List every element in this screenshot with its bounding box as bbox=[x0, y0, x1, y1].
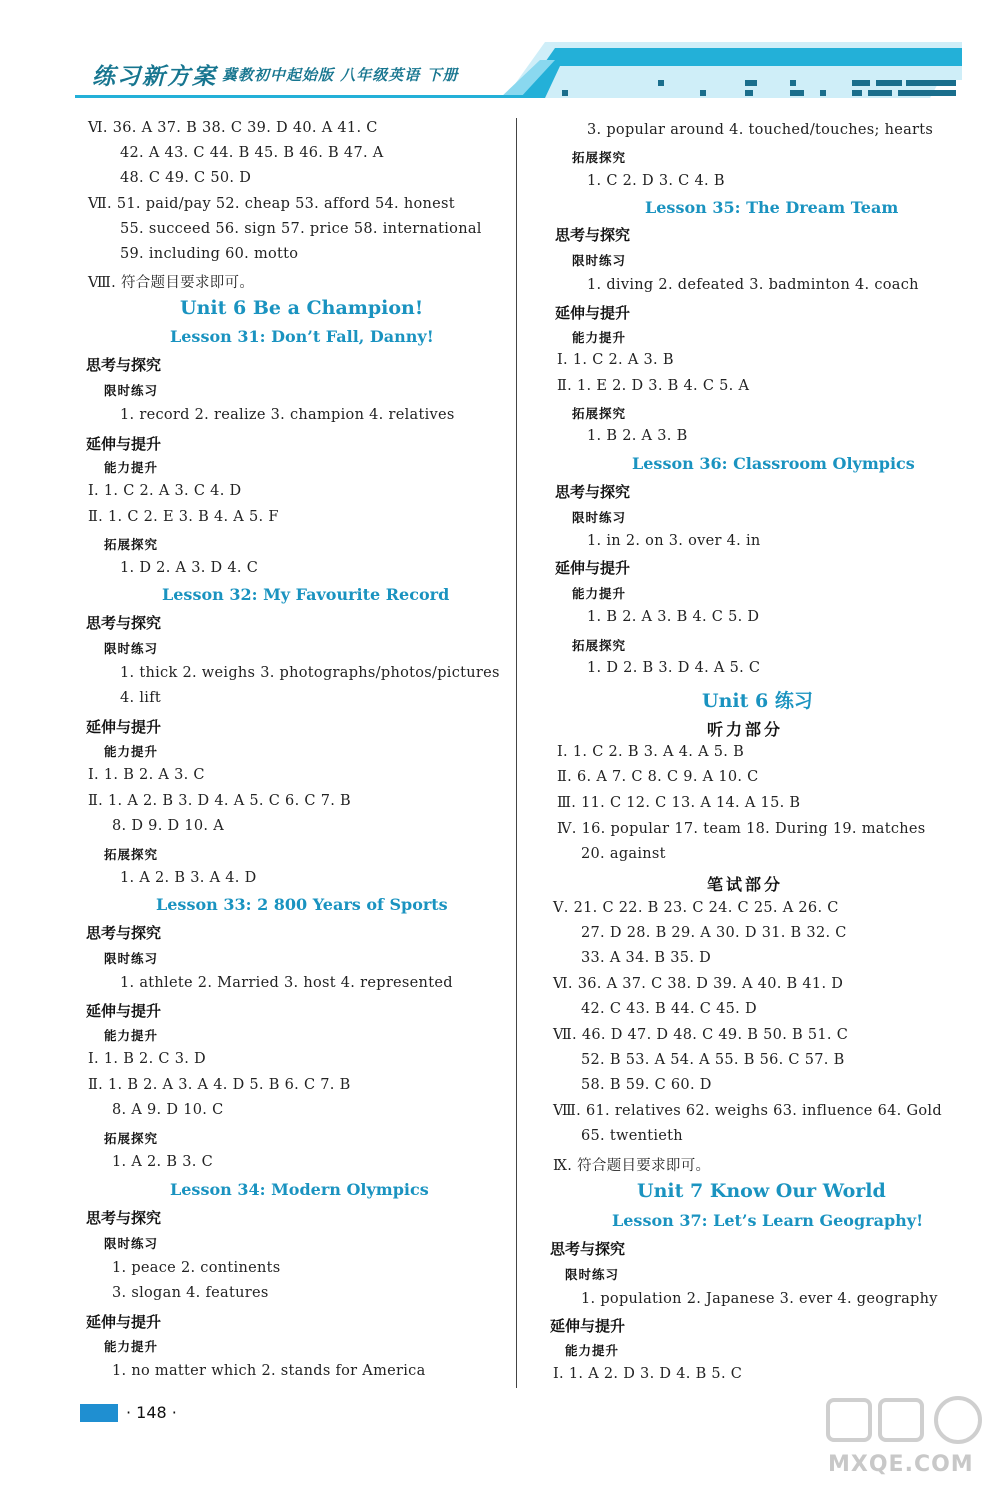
answer-row: Ⅲ. 11. C 12. C 13. A 14. A 15. B bbox=[557, 795, 801, 811]
answer-row: Ⅶ. 51. paid/pay 52. cheap 53. afford 54. honest bbox=[88, 196, 455, 212]
answer-row: 1. record 2. realize 3. champion 4. relatives bbox=[120, 407, 455, 423]
answer-row: 55. succeed 56. sign 57. price 58. international bbox=[120, 221, 482, 237]
answer-row: Ⅳ. 16. popular 17. team 18. During 19. matches bbox=[557, 821, 926, 837]
subsection-heading: 能力提升 bbox=[572, 586, 627, 601]
answer-row: 1. athlete 2. Married 3. host 4. represented bbox=[120, 975, 453, 991]
answer-row: 1. in 2. on 3. over 4. in bbox=[587, 533, 761, 549]
section-heading: 延伸与提升 bbox=[86, 435, 162, 453]
section-heading: 延伸与提升 bbox=[555, 304, 631, 322]
section-heading: 延伸与提升 bbox=[555, 559, 631, 577]
section-heading: 思考与探究 bbox=[555, 483, 631, 501]
section-heading: 延伸与提升 bbox=[86, 718, 162, 736]
lesson-heading: Lesson 36: Classroom Olympics bbox=[632, 454, 915, 473]
subsection-heading: 限时练习 bbox=[104, 951, 159, 966]
header-underline bbox=[75, 95, 535, 98]
subsection-heading: 限时练习 bbox=[572, 510, 627, 525]
subsection-heading: 能力提升 bbox=[104, 744, 159, 759]
section-heading: 思考与探究 bbox=[86, 356, 162, 374]
answer-row: 1. D 2. A 3. D 4. C bbox=[120, 560, 259, 576]
answer-row: Ⅶ. 46. D 47. D 48. C 49. B 50. B 51. C bbox=[553, 1027, 849, 1043]
subsection-heading: 拓展探究 bbox=[572, 406, 627, 421]
answer-row: Ⅱ. 1. E 2. D 3. B 4. C 5. A bbox=[557, 378, 750, 394]
page-number: · 148 · bbox=[126, 1403, 177, 1422]
unit-heading: Unit 6 Be a Champion! bbox=[180, 297, 424, 319]
answer-row: 1. C 2. D 3. C 4. B bbox=[587, 173, 725, 189]
page-header bbox=[0, 0, 1000, 110]
answer-row: Ⅸ. 符合题目要求即可。 bbox=[553, 1158, 711, 1174]
answer-row: 20. against bbox=[581, 846, 666, 862]
part-heading: 笔试部分 bbox=[707, 875, 784, 894]
subsection-heading: 限时练习 bbox=[104, 383, 159, 398]
subsection-heading: 限时练习 bbox=[104, 641, 159, 656]
part-heading: 听力部分 bbox=[707, 720, 784, 739]
page-number-bar bbox=[80, 1404, 118, 1422]
subsection-heading: 拓展探究 bbox=[104, 847, 159, 862]
lesson-heading: Lesson 35: The Dream Team bbox=[645, 198, 899, 217]
answer-row: 42. C 43. B 44. C 45. D bbox=[581, 1001, 757, 1017]
header-band-graphic bbox=[0, 0, 1000, 110]
answer-row: 65. twentieth bbox=[581, 1128, 683, 1144]
section-heading: 延伸与提升 bbox=[86, 1002, 162, 1020]
answer-row: 33. A 34. B 35. D bbox=[581, 950, 712, 966]
book-title: 练习新方案 bbox=[92, 64, 217, 90]
subsection-heading: 拓展探究 bbox=[572, 638, 627, 653]
answer-row: Ⅰ. 1. C 2. A 3. B bbox=[557, 352, 674, 368]
answer-row: Ⅴ. 21. C 22. B 23. C 24. C 25. A 26. C bbox=[553, 900, 839, 916]
subsection-heading: 限时练习 bbox=[565, 1267, 620, 1282]
answer-row: 1. diving 2. defeated 3. badminton 4. coach bbox=[587, 277, 919, 293]
answer-row: 8. D 9. D 10. A bbox=[112, 818, 224, 834]
subsection-heading: 能力提升 bbox=[572, 330, 627, 345]
answer-row: Ⅰ. 1. B 2. C 3. D bbox=[88, 1051, 206, 1067]
answer-row: 27. D 28. B 29. A 30. D 31. B 32. C bbox=[581, 925, 847, 941]
subsection-heading: 拓展探究 bbox=[104, 537, 159, 552]
answer-row: Ⅷ. 61. relatives 62. weighs 63. influence 64. Gold bbox=[553, 1103, 942, 1119]
answer-row: 1. population 2. Japanese 3. ever 4. geography bbox=[581, 1291, 938, 1307]
answer-row: 1. B 2. A 3. B bbox=[587, 428, 688, 444]
section-heading: 思考与探究 bbox=[86, 924, 162, 942]
unit-heading: Unit 7 Know Our World bbox=[637, 1180, 886, 1202]
answer-row: Ⅰ. 1. C 2. B 3. A 4. A 5. B bbox=[557, 744, 745, 760]
answer-row: 52. B 53. A 54. A 55. B 56. C 57. B bbox=[581, 1052, 845, 1068]
watermark-text: MXQE.COM bbox=[828, 1452, 974, 1477]
answer-row: 8. A 9. D 10. C bbox=[112, 1102, 224, 1118]
section-heading: 延伸与提升 bbox=[550, 1317, 626, 1335]
answer-row: 59. including 60. motto bbox=[120, 246, 299, 262]
answer-row: Ⅱ. 1. A 2. B 3. D 4. A 5. C 6. C 7. B bbox=[88, 793, 352, 809]
unit-heading: Unit 6 练习 bbox=[702, 690, 813, 712]
lesson-heading: Lesson 31: Don’t Fall, Danny! bbox=[170, 327, 434, 346]
section-heading: 思考与探究 bbox=[550, 1240, 626, 1258]
column-divider bbox=[516, 118, 517, 1388]
section-heading: 思考与探究 bbox=[86, 614, 162, 632]
answer-row: Ⅷ. 符合题目要求即可。 bbox=[88, 275, 255, 291]
subsection-heading: 能力提升 bbox=[565, 1343, 620, 1358]
answer-row: 1. A 2. B 3. C bbox=[112, 1154, 213, 1170]
lesson-heading: Lesson 32: My Favourite Record bbox=[162, 585, 450, 604]
answer-row: Ⅰ. 1. A 2. D 3. D 4. B 5. C bbox=[553, 1366, 743, 1382]
subsection-heading: 能力提升 bbox=[104, 460, 159, 475]
lesson-heading: Lesson 37: Let’s Learn Geography! bbox=[612, 1211, 924, 1230]
subsection-heading: 能力提升 bbox=[104, 1028, 159, 1043]
answer-row: Ⅱ. 6. A 7. C 8. C 9. A 10. C bbox=[557, 769, 759, 785]
answer-row: 4. lift bbox=[120, 690, 162, 706]
subsection-heading: 能力提升 bbox=[104, 1339, 159, 1354]
answer-row: Ⅱ. 1. B 2. A 3. A 4. D 5. B 6. C 7. B bbox=[88, 1077, 351, 1093]
section-heading: 思考与探究 bbox=[86, 1209, 162, 1227]
book-subtitle: 冀教初中起始版 八年级英语 下册 bbox=[222, 66, 459, 84]
answer-row: 1. peace 2. continents bbox=[112, 1260, 281, 1276]
answer-row: Ⅵ. 36. A 37. B 38. C 39. D 40. A 41. C bbox=[88, 120, 378, 136]
answer-row: 1. A 2. B 3. A 4. D bbox=[120, 870, 257, 886]
answer-row: Ⅰ. 1. C 2. A 3. C 4. D bbox=[88, 483, 242, 499]
subsection-heading: 拓展探究 bbox=[104, 1131, 159, 1146]
answer-row: 1. no matter which 2. stands for America bbox=[112, 1363, 426, 1379]
answer-row: Ⅵ. 36. A 37. C 38. D 39. A 40. B 41. D bbox=[553, 976, 844, 992]
lesson-heading: Lesson 34: Modern Olympics bbox=[170, 1180, 429, 1199]
answer-row: Ⅱ. 1. C 2. E 3. B 4. A 5. F bbox=[88, 509, 279, 525]
answer-row: 1. B 2. A 3. B 4. C 5. D bbox=[587, 609, 760, 625]
answer-row: 42. A 43. C 44. B 45. B 46. B 47. A bbox=[120, 145, 384, 161]
answer-row: 1. thick 2. weighs 3. photographs/photos/pictures bbox=[120, 665, 500, 681]
subsection-heading: 拓展探究 bbox=[572, 150, 627, 165]
subsection-heading: 限时练习 bbox=[104, 1236, 159, 1251]
lesson-heading: Lesson 33: 2 800 Years of Sports bbox=[156, 895, 448, 914]
answer-row: 58. B 59. C 60. D bbox=[581, 1077, 712, 1093]
answer-row: 3. slogan 4. features bbox=[112, 1285, 269, 1301]
section-heading: 思考与探究 bbox=[555, 226, 631, 244]
answer-row: 48. C 49. C 50. D bbox=[120, 170, 252, 186]
answer-row: Ⅰ. 1. B 2. A 3. C bbox=[88, 767, 205, 783]
subsection-heading: 限时练习 bbox=[572, 253, 627, 268]
answer-row: 3. popular around 4. touched/touches; hearts bbox=[587, 122, 934, 138]
answer-row: 1. D 2. B 3. D 4. A 5. C bbox=[587, 660, 761, 676]
section-heading: 延伸与提升 bbox=[86, 1313, 162, 1331]
